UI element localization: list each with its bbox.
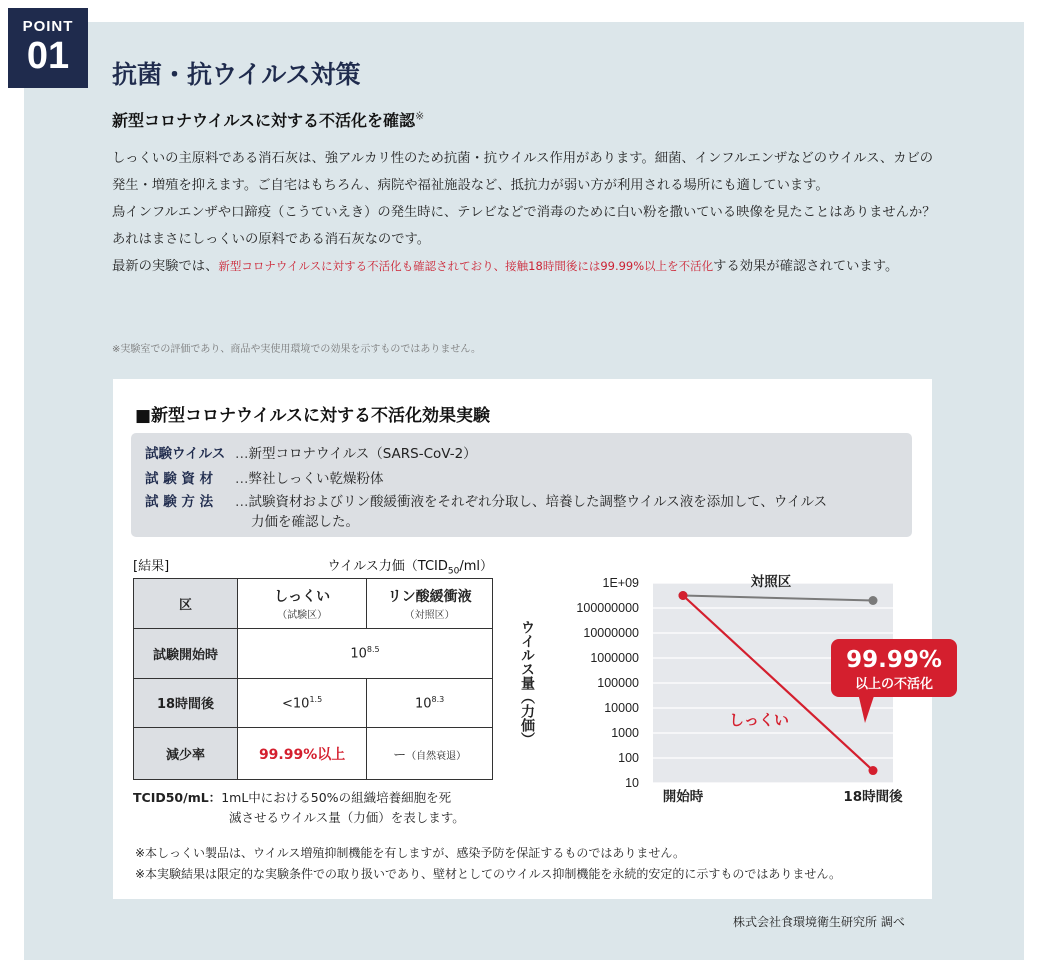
y-tick-label: 100000000 bbox=[576, 601, 639, 615]
header-sub: （試験区） bbox=[277, 610, 328, 621]
y-tick-label: 1E+09 bbox=[602, 576, 639, 590]
y-tick-label: 10000000 bbox=[583, 626, 639, 640]
experiment-title: ■新型コロナウイルスに対する不活化効果実験 bbox=[135, 406, 491, 426]
y-tick-label: 10000 bbox=[604, 701, 639, 715]
unit-label-start: ウイルス力価（TCID bbox=[327, 559, 448, 574]
value-exp: 1.5 bbox=[309, 694, 323, 704]
table-header-cell bbox=[367, 579, 493, 629]
value-exp: 8.5 bbox=[366, 645, 380, 655]
value-base: <10 bbox=[282, 695, 310, 711]
info-sep: … bbox=[235, 446, 249, 462]
info-label: 試 験 方 法 bbox=[145, 494, 214, 510]
info-label: 試験ウイルス bbox=[145, 446, 226, 462]
table-row bbox=[134, 728, 493, 780]
info-value-cont: 力価を確認した。 bbox=[251, 514, 359, 530]
body-text bbox=[112, 145, 942, 280]
table-cell bbox=[367, 678, 493, 728]
paragraph-3-highlight: 新型コロナウイルスに対する不活化も確認されており、接触18時間後には99.99%以上を不活化 bbox=[218, 259, 714, 273]
section-subtitle bbox=[112, 108, 424, 131]
info-row-virus bbox=[145, 442, 477, 462]
paragraph-3 bbox=[112, 253, 942, 280]
info-row-method bbox=[145, 490, 827, 510]
info-row-material bbox=[145, 467, 384, 487]
table-row bbox=[134, 629, 493, 679]
info-sep: … bbox=[235, 494, 249, 510]
experiment-card bbox=[113, 379, 942, 899]
unit-label bbox=[328, 555, 493, 577]
header-main: しっくい bbox=[274, 589, 331, 605]
table-cell bbox=[238, 629, 493, 679]
value-base: 10 bbox=[414, 695, 432, 711]
point-badge-label: POINT bbox=[22, 18, 74, 35]
footnote: ※実験室での評価であり、商品や実使用環境での効果を示すものではありません。 bbox=[112, 344, 481, 355]
y-tick-label: 100000 bbox=[597, 676, 639, 690]
value-base: 10 bbox=[350, 646, 367, 662]
x-tick-label: 18時間後 bbox=[843, 789, 903, 805]
series-label-control: 対照区 bbox=[750, 574, 792, 590]
y-tick-label: 10 bbox=[625, 776, 639, 790]
value-exp: 8.3 bbox=[431, 694, 445, 704]
data-point bbox=[869, 596, 878, 605]
table-row bbox=[134, 678, 493, 728]
paragraph-3-start: 最新の実験では、 bbox=[112, 259, 219, 274]
table-header-cell: 区 bbox=[134, 579, 238, 629]
card-notes bbox=[135, 843, 841, 885]
callout-value: 99.99% bbox=[846, 647, 942, 673]
y-tick-label: 1000 bbox=[611, 726, 639, 740]
virus-chart bbox=[513, 555, 942, 805]
tcid-line-1: 1mL中における50%の組織培養細胞を死 bbox=[221, 790, 452, 805]
info-value: 試験資材およびリン酸緩衝液をそれぞれ分取し、培養した調整ウイルス液を添加して、ウイルス bbox=[248, 494, 828, 510]
table-header-row bbox=[134, 579, 493, 629]
callout-text: 以上の不活化 bbox=[854, 677, 934, 692]
table-cell bbox=[238, 678, 367, 728]
y-tick-label: 1000000 bbox=[590, 651, 639, 665]
info-sep: … bbox=[235, 471, 249, 487]
table-header-cell bbox=[238, 579, 367, 629]
unit-label-end: /ml） bbox=[459, 559, 493, 574]
value-sub: （自然衰退） bbox=[406, 751, 467, 762]
unit-label-sub: 50 bbox=[447, 566, 460, 577]
subtitle-note-mark: ※ bbox=[415, 109, 425, 123]
note-line: ※本実験結果は限定的な実験条件での取り扱いであり、壁材としてのウイルス抑制機能を永続的安定的に示すものではありません。 bbox=[135, 867, 842, 881]
y-tick-label: 100 bbox=[618, 751, 639, 765]
table-cell bbox=[238, 728, 367, 780]
row-label: 18時間後 bbox=[134, 678, 238, 728]
header-sub: （対照区） bbox=[404, 610, 455, 621]
page-title: 抗菌・抗ウイルス対策 bbox=[112, 60, 361, 89]
info-label: 試 験 資 材 bbox=[145, 471, 214, 487]
data-point bbox=[869, 766, 878, 775]
credit: 株式会社食環境衛生研究所 調べ bbox=[733, 915, 905, 929]
result-header bbox=[133, 555, 493, 577]
point-badge bbox=[8, 8, 88, 88]
table-cell bbox=[367, 728, 493, 780]
result-label: [結果] bbox=[133, 559, 170, 574]
data-point bbox=[679, 591, 688, 600]
tcid-note bbox=[133, 788, 503, 828]
header-main: リン酸緩衝液 bbox=[387, 589, 472, 605]
x-tick-label: 開始時 bbox=[662, 789, 704, 805]
reduction-value: 99.99%以上 bbox=[258, 746, 346, 763]
tcid-line-2: 滅させるウイルス量（力価）を表します。 bbox=[229, 810, 465, 825]
section-subtitle-text: 新型コロナウイルスに対する不活化を確認 bbox=[112, 111, 416, 130]
point-badge-number: 01 bbox=[26, 35, 70, 77]
experiment-info-box bbox=[131, 433, 912, 537]
note-line: ※本しっくい製品は、ウイルス増殖抑制機能を有しますが、感染予防を保証するものではありません。 bbox=[135, 846, 686, 860]
result-table bbox=[133, 578, 493, 780]
row-label: 試験開始時 bbox=[134, 629, 238, 679]
series-label-shikkui: しっくい bbox=[728, 711, 790, 729]
paragraph-1: しっくいの主原料である消石灰は、強アルカリ性のため抗菌・抗ウイルス作用があります。細菌、インフルエンザなどのウイルス、カビの発生・増殖を抑えます。ご自宅はもちろん、病院や福祉施設など、抵抗力が弱い方が利用される場所にも適しています。 bbox=[112, 151, 934, 193]
value-main: ー bbox=[393, 748, 407, 763]
y-axis-label: ウイルス量（力価） bbox=[519, 620, 535, 746]
info-value: 弊社しっくい乾燥粉体 bbox=[248, 471, 384, 487]
paragraph-2: 鳥インフルエンザや口蹄疫（こうていえき）の発生時に、テレビなどで消毒のために白い粉を撒いている映像を見たことはありませんか？ あれはまさにしっくいの原料である消石灰なのです。 bbox=[112, 205, 936, 247]
info-value: 新型コロナウイルス（SARS-CoV-2） bbox=[248, 446, 477, 462]
row-label: 減少率 bbox=[134, 728, 238, 780]
info-row-method-cont bbox=[251, 510, 359, 530]
tcid-key: TCID50/mL： bbox=[133, 790, 222, 805]
paragraph-3-end: する効果が確認されています。 bbox=[713, 259, 899, 274]
